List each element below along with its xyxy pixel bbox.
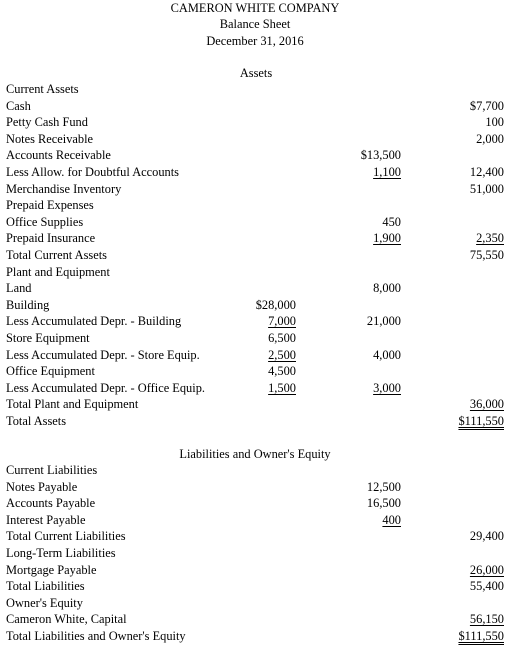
- asset-row: [0, 347, 510, 364]
- row-label: Less Allow. for Doubtful Accounts: [6, 165, 179, 179]
- amount-sub: 3,000: [373, 380, 401, 395]
- row-label: Cash: [6, 98, 31, 113]
- row-label: Current Liabilities: [6, 463, 98, 477]
- assets-heading: Assets: [239, 66, 273, 80]
- asset-row: [0, 230, 510, 247]
- amount-sub: 16,500: [366, 496, 401, 511]
- liability-row: [0, 512, 510, 529]
- row-label: Notes Payable: [6, 479, 78, 494]
- amount-detail: 6,500: [268, 331, 296, 345]
- row-label: Cameron White, Capital: [6, 612, 127, 627]
- row-label: Accounts Receivable: [6, 148, 111, 163]
- amount-total: $7,700: [469, 98, 504, 113]
- asset-row: [0, 114, 510, 131]
- amount-detail: 7,000: [268, 314, 296, 329]
- row-label: Office Equipment: [6, 364, 95, 379]
- row-label: Current Assets: [6, 82, 79, 96]
- row-label: Total Plant and Equipment: [6, 397, 139, 412]
- asset-row: [0, 147, 510, 164]
- amount-total: 26,000: [469, 562, 504, 577]
- row-label: Prepaid Expenses: [6, 198, 94, 213]
- amount-sub: $13,500: [360, 148, 401, 163]
- liability-row: [0, 611, 510, 628]
- amount-sub: 21,000: [366, 314, 401, 329]
- amount-total: $111,550: [458, 414, 504, 428]
- asset-row: [0, 396, 510, 413]
- row-label: Less Accumulated Depr. - Store Equip.: [6, 347, 200, 362]
- asset-row: [0, 197, 510, 214]
- row-label: Total Assets: [6, 414, 67, 428]
- row-label: Plant and Equipment: [6, 264, 110, 279]
- amount-total: 12,400: [469, 165, 504, 179]
- liabilities-equity-heading: Liabilities and Owner's Equity: [179, 447, 331, 461]
- row-label: Store Equipment: [6, 331, 90, 345]
- row-label: Prepaid Insurance: [6, 231, 96, 246]
- amount-detail: 4,500: [268, 364, 296, 379]
- row-label: Long-Term Liabilities: [6, 546, 116, 560]
- asset-row: [0, 214, 510, 231]
- asset-row: [0, 313, 510, 330]
- liability-row: [0, 578, 510, 595]
- amount-total: 29,400: [469, 529, 504, 544]
- statement-date: December 31, 2016: [206, 34, 304, 48]
- liability-row: [0, 562, 510, 579]
- amount-total: $111,550: [458, 629, 504, 643]
- amount-sub: 1,100: [373, 165, 401, 179]
- asset-row: [0, 280, 510, 297]
- row-label: Interest Payable: [6, 512, 86, 527]
- amount-total: 75,550: [469, 248, 504, 262]
- row-label: Owner's Equity: [6, 595, 83, 610]
- amount-total: 2,000: [476, 131, 504, 146]
- row-label: Total Liabilities and Owner's Equity: [6, 629, 186, 643]
- liability-row: [0, 545, 510, 562]
- amount-total: 100: [485, 115, 504, 130]
- amount-sub: 1,900: [373, 231, 401, 246]
- row-label: Total Current Liabilities: [6, 529, 126, 544]
- asset-row: [0, 81, 510, 98]
- row-label: Total Liabilities: [6, 579, 85, 594]
- amount-total: 56,150: [469, 612, 504, 627]
- asset-row: [0, 181, 510, 198]
- row-label: Less Accumulated Depr. - Building: [6, 314, 182, 329]
- asset-row: [0, 330, 510, 347]
- liability-row: [0, 495, 510, 512]
- amount-total: 55,400: [469, 579, 504, 594]
- amount-sub: 8,000: [373, 281, 401, 296]
- row-label: Office Supplies: [6, 214, 84, 229]
- amount-sub: 4,000: [373, 347, 401, 362]
- company-name: CAMERON WHITE COMPANY: [170, 1, 340, 15]
- amount-total: 36,000: [469, 397, 504, 412]
- liability-row: [0, 528, 510, 545]
- amount-total: 2,350: [476, 231, 504, 246]
- amount-total: 51,000: [469, 181, 504, 196]
- liability-row: [0, 462, 510, 479]
- row-label: Land: [6, 281, 32, 296]
- amount-detail: 2,500: [268, 347, 296, 362]
- liability-row: [0, 595, 510, 612]
- asset-row: [0, 380, 510, 397]
- statement-title: Balance Sheet: [219, 17, 291, 31]
- liability-row: [0, 628, 510, 645]
- asset-row: [0, 98, 510, 115]
- row-label: Mortgage Payable: [6, 562, 97, 577]
- amount-sub: 12,500: [366, 479, 401, 494]
- amount-sub: 400: [382, 512, 401, 527]
- amount-detail: $28,000: [255, 297, 296, 312]
- asset-row: [0, 131, 510, 148]
- row-label: Less Accumulated Depr. - Office Equip.: [6, 380, 205, 395]
- asset-row: [0, 264, 510, 281]
- row-label: Merchandise Inventory: [6, 181, 122, 196]
- liability-row: [0, 479, 510, 496]
- asset-row: [0, 164, 510, 181]
- row-label: Total Current Assets: [6, 248, 107, 262]
- row-label: Notes Receivable: [6, 131, 94, 146]
- asset-row: [0, 413, 510, 430]
- amount-sub: 450: [382, 214, 401, 229]
- asset-row: [0, 247, 510, 264]
- amount-detail: 1,500: [268, 380, 296, 395]
- row-label: Petty Cash Fund: [6, 115, 88, 130]
- asset-row: [0, 297, 510, 314]
- asset-row: [0, 363, 510, 380]
- row-label: Building: [6, 297, 50, 312]
- row-label: Accounts Payable: [6, 496, 96, 511]
